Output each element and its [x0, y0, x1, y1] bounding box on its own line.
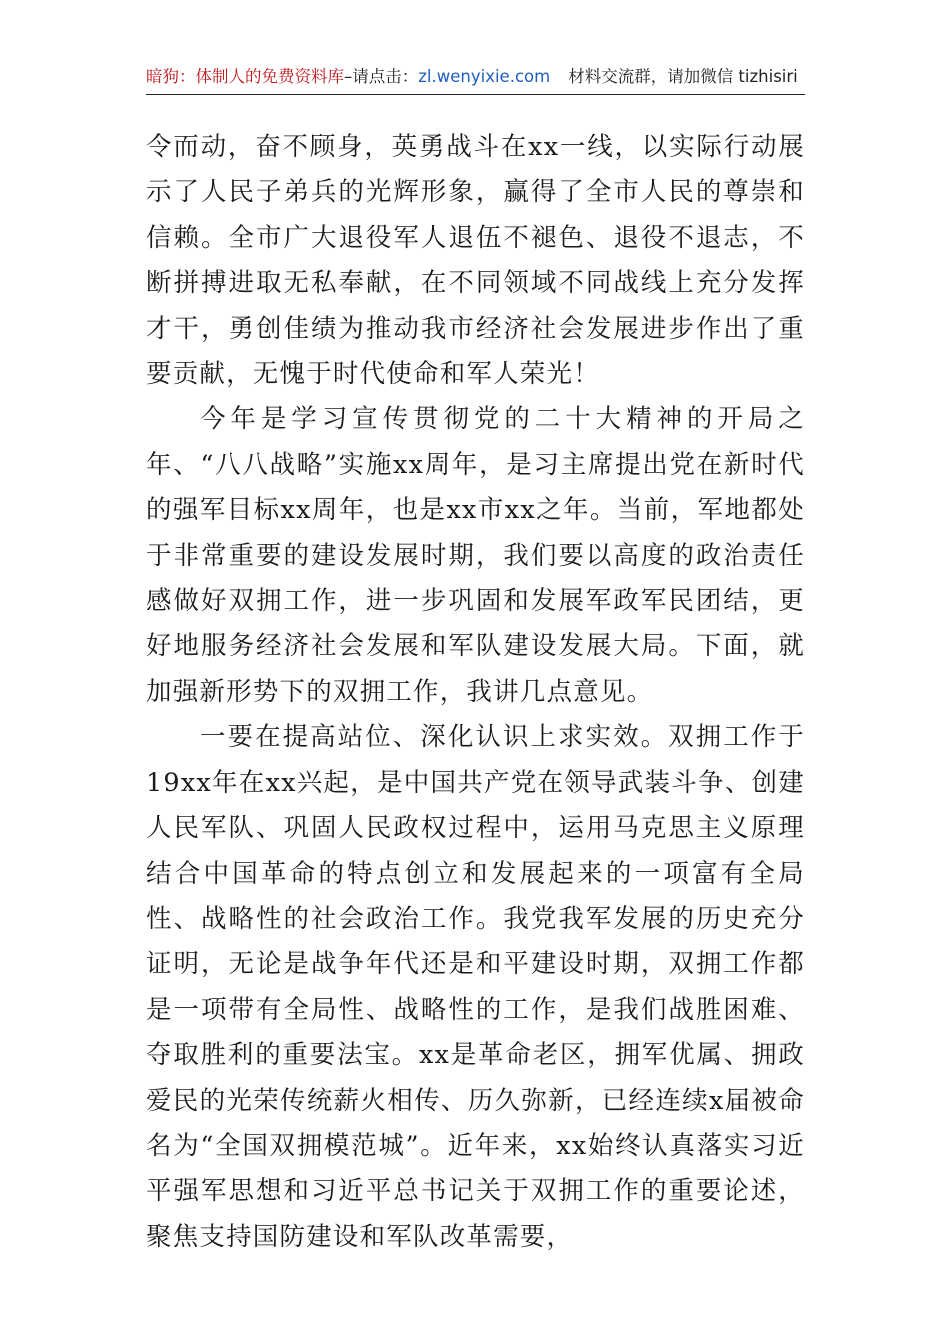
paragraph: 一要在提高站位、深化认识上求实效。双拥工作于19xx年在xx兴起，是中国共产党在领导武装斗争、创建人民军队、巩固人民政权过程中，运用马克思主义原理结合中国革命的特点创立和发展起来的一项富有全局性、战略性的社会政治工作。我党我军发展的历史充分证明，无论是战争年代还是和平建设时期，双拥工作都是一项带有全局性、战略性的工作，是我们战胜困难、夺取胜利的重要法宝。xx是革命老区，拥军优属、拥政爱民的光荣传统薪火相传、历久弥新，已经连续x届被命名为“全国双拥模范城”。近年来，xx始终认真落实习近平强军思想和习近平总书记关于双拥工作的重要论述，聚焦支持国防建设和军队改革需要，: [146, 722, 805, 1252]
header-brand: 暗狗：体制人的免费资料库: [146, 67, 344, 86]
header-prompt: –请点击：: [344, 67, 419, 86]
document-body: [146, 125, 805, 1260]
header-note: 材料交流群，请加微信 tizhisiri: [568, 67, 798, 86]
paragraph: 今年是学习宣传贯彻党的二十大精神的开局之年、“八八战略”实施xx周年，是习主席提出党在新时代的强军目标xx周年，也是xx市xx之年。当前，军地都处于非常重要的建设发展时期，我们要以高度的政治责任感做好双拥工作，进一步巩固和发展军政军民团结，更好地服务经济社会发展和军队建设发展大局。下面，就加强新形势下的双拥工作，我讲几点意见。: [146, 404, 805, 707]
page-header: [146, 60, 805, 95]
header-url-link[interactable]: zl.wenyixie.com: [418, 67, 551, 86]
paragraph-continued: 令而动，奋不顾身，英勇战斗在xx一线，以实际行动展示了人民子弟兵的光辉形象，赢得了全市人民的尊崇和信赖。全市广大退役军人退伍不褪色、退役不退志，不断拼搏进取无私奉献，在不同领域不同战线上充分发挥才干，勇创佳绩为推动我市经济社会发展进步作出了重要贡献，无愧于时代使命和军人荣光！: [146, 132, 805, 390]
